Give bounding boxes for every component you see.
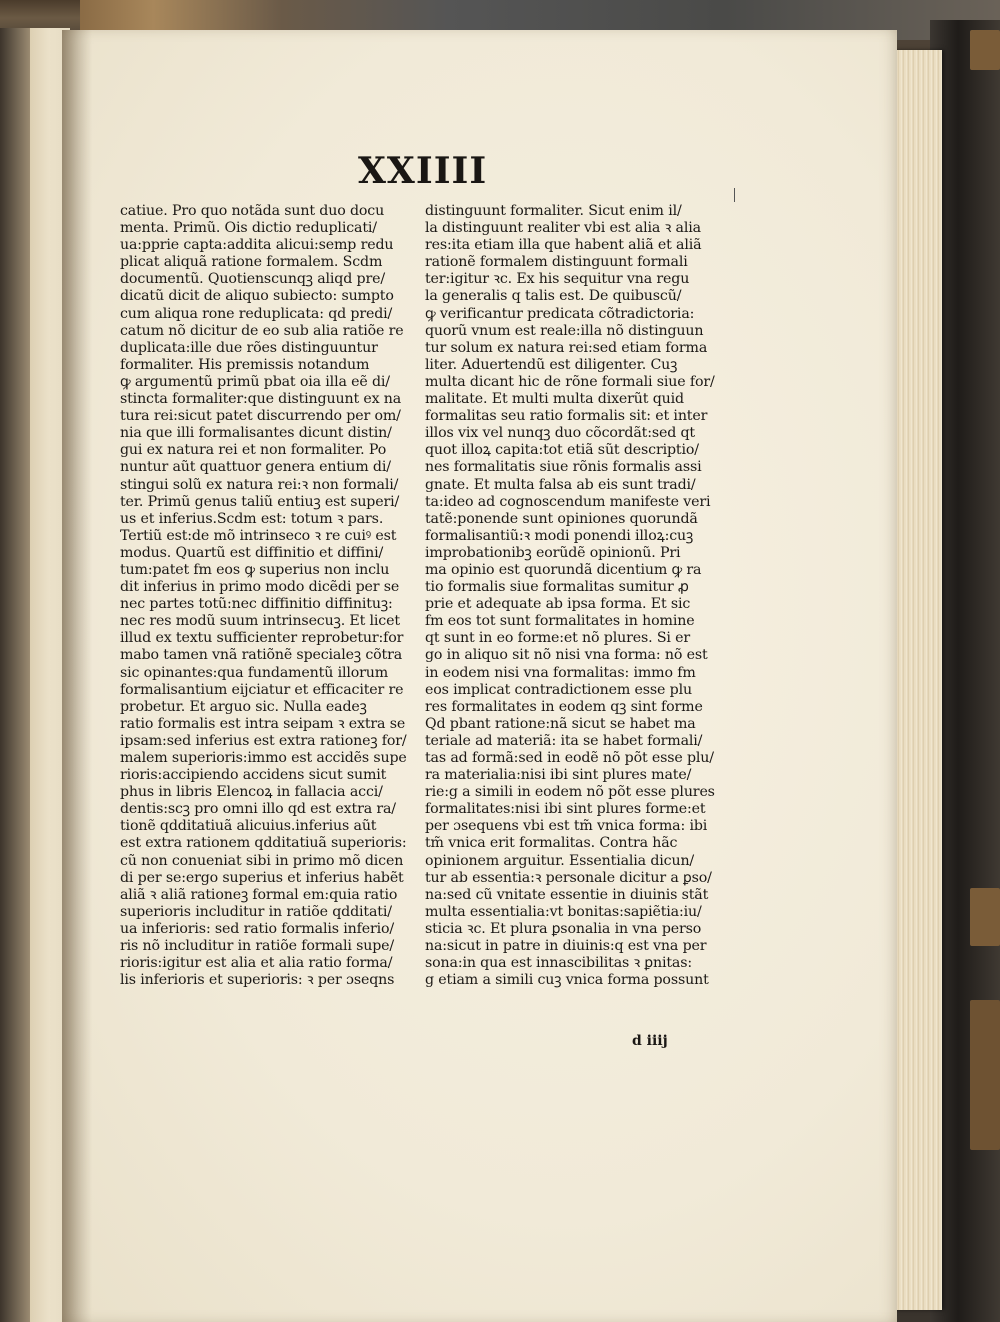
text-line: ꝙ verificantur predicata cõtradictoria: [425, 305, 695, 322]
text-line: superioris includitur in ratiõe qdditati/ [120, 903, 392, 920]
text-line: rioris:igitur est alia et alia ratio forma/ [120, 955, 393, 972]
text-line: teriale ad materiã: ita se habet formali/ [425, 732, 703, 749]
text-line: qt sunt in eo forme:et nõ plures. Si er [425, 630, 691, 647]
text-line: tur ab essentia:ꝛ personale dicitur a ꝑso/ [425, 869, 712, 886]
text-line: ta:ideo ad cognoscendum manifeste veri [425, 493, 711, 510]
binding-gutter [0, 28, 30, 1322]
text-line: ma opinio est quorundã dicentium ꝙ ra [425, 561, 702, 578]
text-line: sic opinantes:qua fundamentũ illorum [120, 664, 389, 681]
text-line: nec res modũ suum intrinsecuꝫ. Et licet [120, 613, 400, 630]
text-line: catiue. Pro quo notãda sunt duo docu [120, 203, 385, 219]
text-line: res:ita etiam illa que habent aliã et aliã [425, 237, 702, 254]
text-line: tio formalis siue formalitas sumitur ꝓ [425, 579, 689, 596]
text-line: in eodem nisi vna formalitas: immo fm [425, 664, 696, 681]
text-line: ua:pprie capta:addita alicui:semp redu [120, 237, 394, 254]
text-line: dit inferius in primo modo dicẽdi per se [120, 579, 400, 596]
text-line: cum aliqua rone reduplicata: qd predi/ [120, 305, 393, 322]
text-line: quorũ vnum est reale:illa nõ distinguun [425, 322, 704, 339]
text-line: improbationibꝫ eorũdẽ opinionũ. Pri [425, 544, 681, 561]
text-line: nia que illi formalisantes dicunt distin/ [120, 425, 392, 442]
text-line: phus in libris Elencoꝝ in fallacia acci/ [120, 784, 383, 801]
text-line: fm eos tot sunt formalitates in homine [425, 613, 695, 630]
text-line: probetur. Et arguo sic. Nulla eadeꝫ [120, 698, 367, 715]
text-line: mabo tamen vnã ratiõnẽ specialeꝫ cõtra [120, 647, 403, 664]
text-line: dentis:scꝫ pro omni illo qd est extra ra/ [120, 801, 396, 818]
text-line: ter. Primũ genus taliũ entiuꝫ est superi/ [120, 493, 400, 510]
text-line: rioris:accipiendo accidens sicut sumit [120, 767, 387, 784]
text-line: us et inferius.Scdm est: totum ꝛ pars. [120, 510, 384, 527]
text-line: nec partes totũ:nec diffinitio diffinituꝫ: [120, 596, 393, 613]
text-line: nuntur aũt quattuor genera entium di/ [120, 459, 391, 476]
text-line: ris nõ includitur in ratiõe formali supe/ [120, 938, 395, 955]
text-line: multa essentialia:vt bonitas:sapiẽtia:iu/ [425, 903, 702, 920]
text-line: cũ non conueniat sibi in primo mõ dicen [120, 852, 404, 869]
text-line: lis inferioris et superioris: ꝛ per ɔseqns [120, 972, 395, 989]
text-line: formaliter. His premissis notandum [120, 356, 370, 373]
text-line: stingui solũ ex natura rei:ꝛ non formali/ [120, 476, 399, 493]
cover-tab-lower [970, 1000, 1000, 1150]
text-line: tas ad formã:sed in eodẽ nõ põt esse plu/ [425, 750, 714, 766]
text-line: tatẽ:ponende sunt opiniones quorundã [425, 510, 698, 527]
text-line: la distinguunt realiter vbi est alia ꝛ alia [425, 220, 701, 237]
text-column-right [425, 203, 717, 989]
text-line: per ɔsequens vbi est tm̃ vnica forma: ibi [425, 818, 708, 835]
cover-tab-middle [970, 888, 1000, 946]
text-line: g etiam a simili cuꝫ vnica forma possunt [425, 972, 709, 989]
text-line: formalisantium eijciatur et efficaciter re [120, 681, 404, 698]
text-line: stincta formaliter:que distinguunt ex na [120, 391, 402, 408]
text-line: tm̃ vnica erit formalitas. Contra hãc [425, 835, 678, 852]
text-line: gnate. Et multa falsa ab eis sunt tradi/ [425, 476, 696, 493]
text-line: sticia ꝛc. Et plura ꝑsonalia in vna perso [425, 920, 702, 937]
text-line: ter:igitur ꝛc. Ex his sequitur vna regu [425, 271, 690, 288]
text-line: sona:in qua est innascibilitas ꝛ ꝑnitas: [425, 955, 692, 972]
text-line: tur solum ex natura rei:sed etiam forma [425, 339, 708, 356]
text-line: tionẽ qdditatiuã alicuius.inferius aũt [120, 818, 377, 835]
text-line: ratio formalis est intra seipam ꝛ extra se [120, 715, 406, 732]
text-line: opinionem arguitur. Essentialia dicun/ [425, 852, 695, 869]
text-line: prie et adequate ab ipsa forma. Et sic [425, 596, 691, 613]
text-line: catum nõ dicitur de eo sub alia ratiõe re [120, 322, 404, 339]
text-line: gui ex natura rei et non formaliter. Po [120, 442, 387, 459]
text-line: illud ex textu sufficienter reprobetur:for [120, 630, 404, 647]
text-line: na:sicut in patre in diuinis:q est vna per [425, 938, 707, 955]
margin-mark [734, 188, 735, 202]
text-line: liter. Aduertendũ est diligenter. Cuꝫ [425, 356, 678, 373]
text-line: la generalis q talis est. De quibuscũ/ [425, 288, 682, 305]
text-line: est extra rationem qdditatiuã superioris: [120, 835, 407, 852]
text-line: duplicata:ille due rões distinguuntur [120, 339, 378, 356]
text-line: tum:patet fm eos ꝙ superius non inclu [120, 561, 390, 578]
cover-tab-upper [970, 30, 1000, 70]
text-line: modus. Quartũ est diffinitio et diffini/ [120, 544, 384, 561]
text-line: rationẽ formalem distinguunt formali [425, 254, 688, 271]
text-line: go in aliquo sit nõ nisi vna forma: nõ est [425, 647, 708, 664]
text-line: formalitas seu ratio formalis sit: et inter [425, 408, 708, 425]
text-line: eos implicat contradictionem esse plu [425, 681, 692, 698]
text-line: tura rei:sicut patet discurrendo per om/ [120, 408, 401, 425]
folio-number: XXIIII [358, 150, 488, 192]
text-line: formalisantiũ:ꝛ modi ponendi illoꝝ:cuꝫ [425, 527, 694, 544]
text-line: ipsam:sed inferius est extra rationeꝫ for/ [120, 732, 407, 749]
text-line: Tertiũ est:de mõ intrinseco ꝛ re cuiꝰ est [120, 527, 397, 544]
signature-mark: d iiij [632, 1033, 668, 1049]
text-line: aliã ꝛ aliã rationeꝫ formal em:quia ratio [120, 886, 398, 903]
text-line: multa dicant hic de rõne formali siue for/ [425, 373, 715, 390]
text-line: dicatũ dicit de aliquo subiecto: sumpto [120, 288, 394, 305]
text-line: ua inferioris: sed ratio formalis inferio/ [120, 920, 394, 937]
text-column-left [120, 203, 412, 989]
text-line: formalitates:nisi ibi sint plures forme:et [425, 801, 706, 818]
text-line: Qd pbant ratione:nã sicut se habet ma [425, 715, 696, 732]
text-line: na:sed cũ vnitate essentie in diuinis stãt [425, 886, 709, 903]
text-line: rie:g a simili in eodem nõ põt esse plures [425, 784, 715, 801]
text-line: ra materialia:nisi ibi sint plures mate/ [425, 767, 692, 784]
text-line: malitate. Et multi multa dixerũt quid [425, 391, 684, 408]
text-line: quot illoꝝ capita:tot etiã sũt descriptio/ [425, 442, 699, 459]
text-line: menta. Primũ. Ois dictio reduplicati/ [120, 220, 377, 237]
text-line: ꝙ argumentũ primũ pbat oia illa eẽ di/ [120, 373, 390, 390]
text-line: di per se:ergo superius et inferius habẽt [120, 869, 404, 886]
text-line: documentũ. Quotienscunqꝫ aliqd pre/ [120, 271, 385, 288]
gutter-shadow [62, 30, 92, 1322]
text-line: malem superioris:immo est accidẽs supe [120, 750, 407, 766]
text-line: distinguunt formaliter. Sicut enim il/ [425, 203, 682, 219]
text-line: nes formalitatis siue rõnis formalis assi [425, 459, 702, 476]
text-line: plicat aliquã ratione formalem. Scdm [120, 254, 383, 271]
text-line: illos vix vel nunqꝫ duo cõcordãt:sed qt [425, 425, 695, 442]
text-line: res formalitates in eodem qꝫ sint forme [425, 698, 703, 715]
